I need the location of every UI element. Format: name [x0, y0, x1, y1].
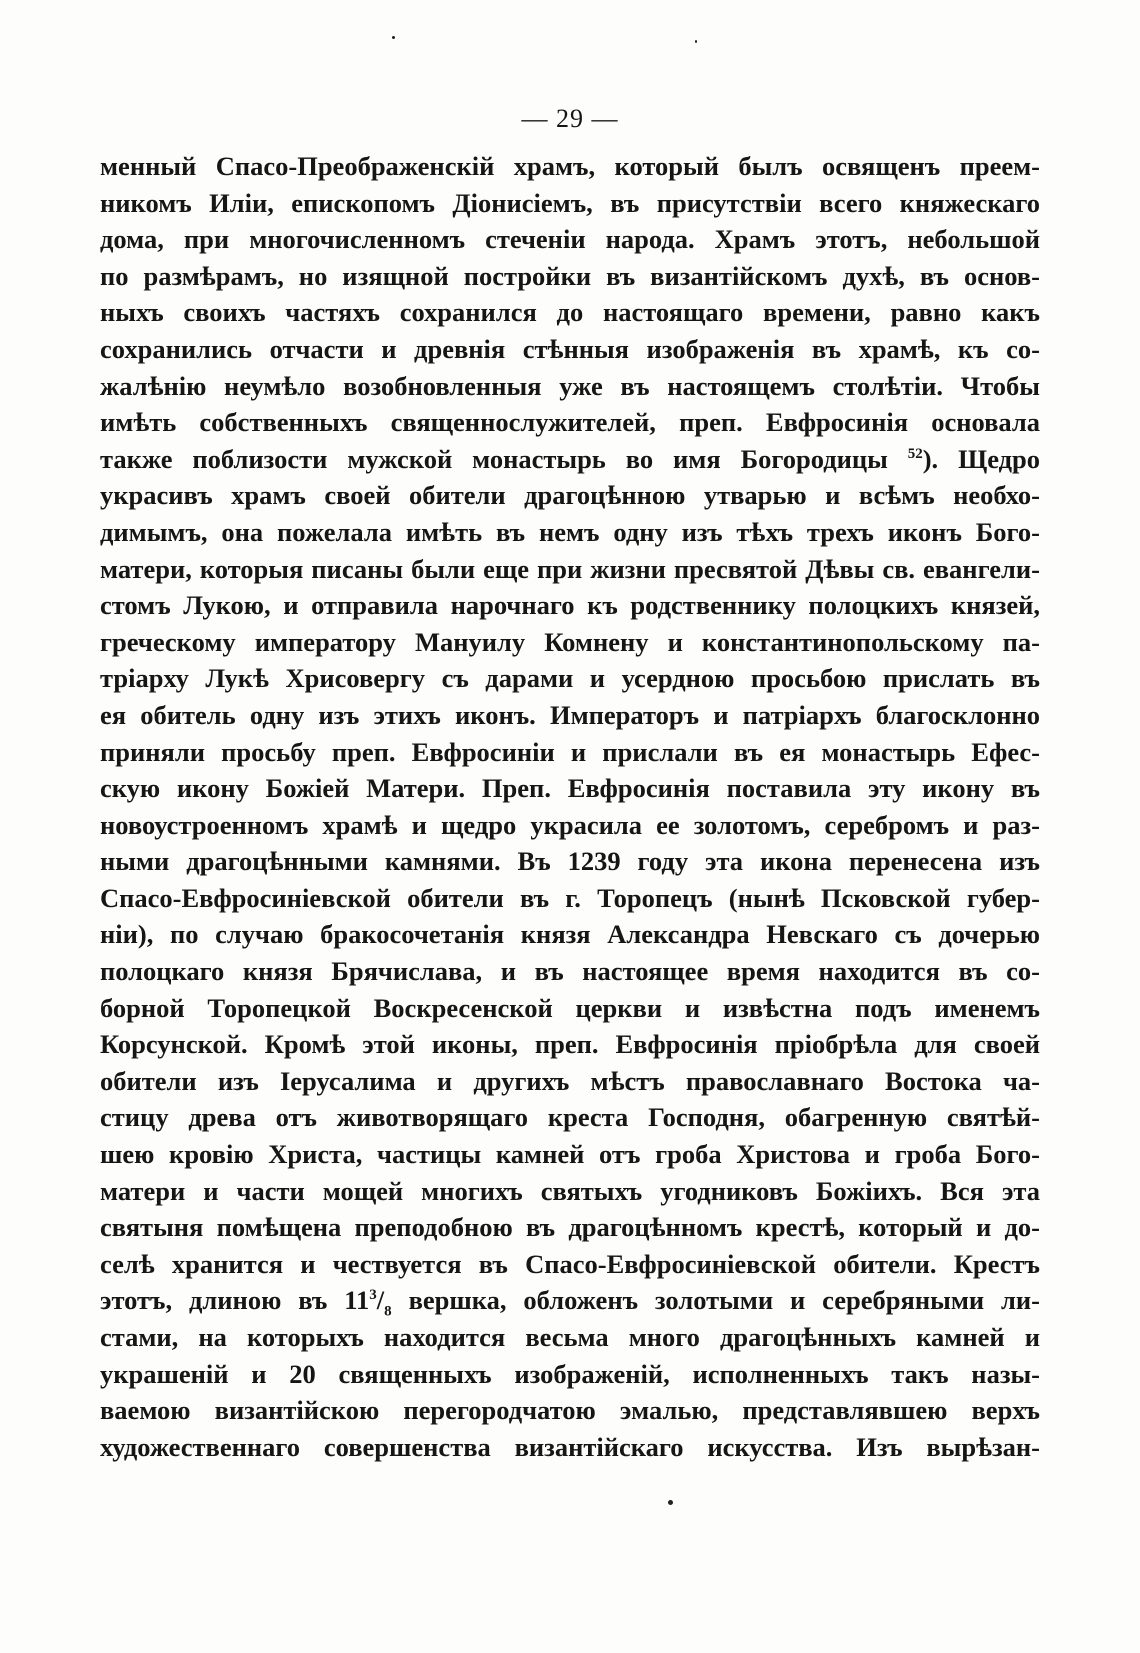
- text-line-part: вершка, обложенъ золотыми и серебряными ли-: [408, 1285, 1040, 1316]
- text-line: стомъ Лукою, и отправила нарочнаго къ родственнику полоцкихъ князей,: [100, 590, 1040, 621]
- text-line: жалѣнію неумѣло возобновленныя уже въ настоящемъ столѣтіи. Чтобы: [100, 370, 1040, 401]
- text-line: ея обитель одну изъ этихъ иконъ. Императоръ и патріархъ благосклонно: [100, 699, 1040, 730]
- text-line: шею кровію Христа, частицы камней отъ гроба Христова и гроба Бого-: [100, 1139, 1040, 1170]
- text-line-part: ). Щедро: [922, 443, 1040, 474]
- text-line: стицу древа отъ животворящаго креста Господня, обагренную святѣй-: [100, 1102, 1040, 1133]
- scan-speck: [392, 36, 395, 39]
- text-line: дома, при многочисленномъ стеченіи народа. Храмъ этотъ, небольшой: [100, 224, 1040, 255]
- body-text: [100, 148, 1040, 1465]
- text-line: святыня помѣщена преподобною въ драгоцѣнномъ крестѣ, который и до-: [100, 1212, 1040, 1243]
- text-line-part: этотъ, длиною въ: [100, 1285, 328, 1316]
- text-line: украсивъ храмъ своей обители драгоцѣнною утварью и всѣмъ необхо-: [100, 480, 1040, 511]
- text-line: украшеній и 20 священныхъ изображеній, исполненныхъ такъ назы-: [100, 1358, 1040, 1389]
- fraction-separator: /: [376, 1285, 385, 1316]
- text-line: греческому императору Мануилу Комнену и константинопольскому па-: [100, 626, 1040, 657]
- text-line: Спасо-Евфросиніевской обители въ г. Торопецъ (нынѣ Псковской губер-: [100, 882, 1040, 913]
- text-line-with-fraction: [100, 1282, 1040, 1319]
- scan-speck: [695, 40, 697, 43]
- text-line: по размѣрамъ, но изящной постройки въ византійскомъ духѣ, въ основ-: [100, 260, 1040, 291]
- text-line: Корсунской. Кромѣ этой иконы, преп. Евфросинія пріобрѣла для своей: [100, 1029, 1040, 1060]
- text-line: ніи), по случаю бракосочетанія князя Александра Невскаго съ дочерью: [100, 919, 1040, 950]
- text-line: ными драгоцѣнными камнями. Въ 1239 году эта икона перенесена изъ: [100, 846, 1040, 877]
- text-line: борной Торопецкой Воскресенской церкви и извѣстна подъ именемъ: [100, 992, 1040, 1023]
- fraction-whole: 11: [344, 1285, 370, 1316]
- fraction-numerator: 3: [369, 1287, 377, 1304]
- text-line: обители изъ Іерусалима и другихъ мѣстъ православнаго Востока ча-: [100, 1065, 1040, 1096]
- text-line: ныхъ своихъ частяхъ сохранился до настоящаго времени, равно какъ: [100, 297, 1040, 328]
- text-line: никомъ Иліи, епископомъ Діонисіемъ, въ присутствіи всего княжескаго: [100, 187, 1040, 218]
- text-line: матери и части мощей многихъ святыхъ угодниковъ Божіихъ. Вся эта: [100, 1175, 1040, 1206]
- text-line: менный Спасо-Преображенскій храмъ, который былъ освященъ преем-: [100, 151, 1040, 181]
- footnote-ref: 52: [907, 445, 923, 462]
- text-line: художественнаго совершенства византійскаго искусства. Изъ вырѣзан-: [100, 1431, 1040, 1462]
- text-line: имѣть собственныхъ священнослужителей, преп. Евфросинія основала: [100, 407, 1040, 438]
- text-line: матери, которыя писаны были еще при жизни пресвятой Дѣвы св. евангели-: [100, 553, 1040, 584]
- text-line: новоустроенномъ храмѣ и щедро украсила ее золотомъ, серебромъ и раз-: [100, 809, 1040, 840]
- text-line-with-footnote: [100, 441, 1040, 478]
- text-line: селѣ хранится и чествуется въ Спасо-Евфросиніевской обители. Крестъ: [100, 1248, 1040, 1279]
- text-line: ваемою византійскою перегородчатою эмалью, представлявшею верхъ: [100, 1395, 1040, 1426]
- text-line: полоцкаго князя Брячислава, и въ настоящее время находится въ со-: [100, 956, 1040, 987]
- scan-speck: [668, 1500, 673, 1505]
- text-line: тріарху Лукѣ Хрисовергу съ дарами и усердною просьбою прислать въ: [100, 663, 1040, 694]
- fraction-denominator: 8: [384, 1303, 392, 1320]
- page-number: — 29 —: [521, 104, 619, 133]
- text-line: скую икону Божіей Матери. Преп. Евфросинія поставила эту икону въ: [100, 773, 1040, 804]
- text-line: сохранились отчасти и древнія стѣнныя изображенія въ храмѣ, къ со-: [100, 333, 1040, 364]
- text-line-part: также поблизости мужской монастырь во имя Богородицы: [100, 443, 888, 474]
- text-line: димымъ, она пожелала имѣть въ немъ одну изъ тѣхъ трехъ иконъ Бого-: [100, 516, 1040, 547]
- fraction: [344, 1285, 392, 1320]
- text-line: стами, на которыхъ находится весьма много драгоцѣнныхъ камней и: [100, 1322, 1040, 1352]
- text-line: приняли просьбу преп. Евфросиніи и прислали въ ея монастырь Ефес-: [100, 736, 1040, 767]
